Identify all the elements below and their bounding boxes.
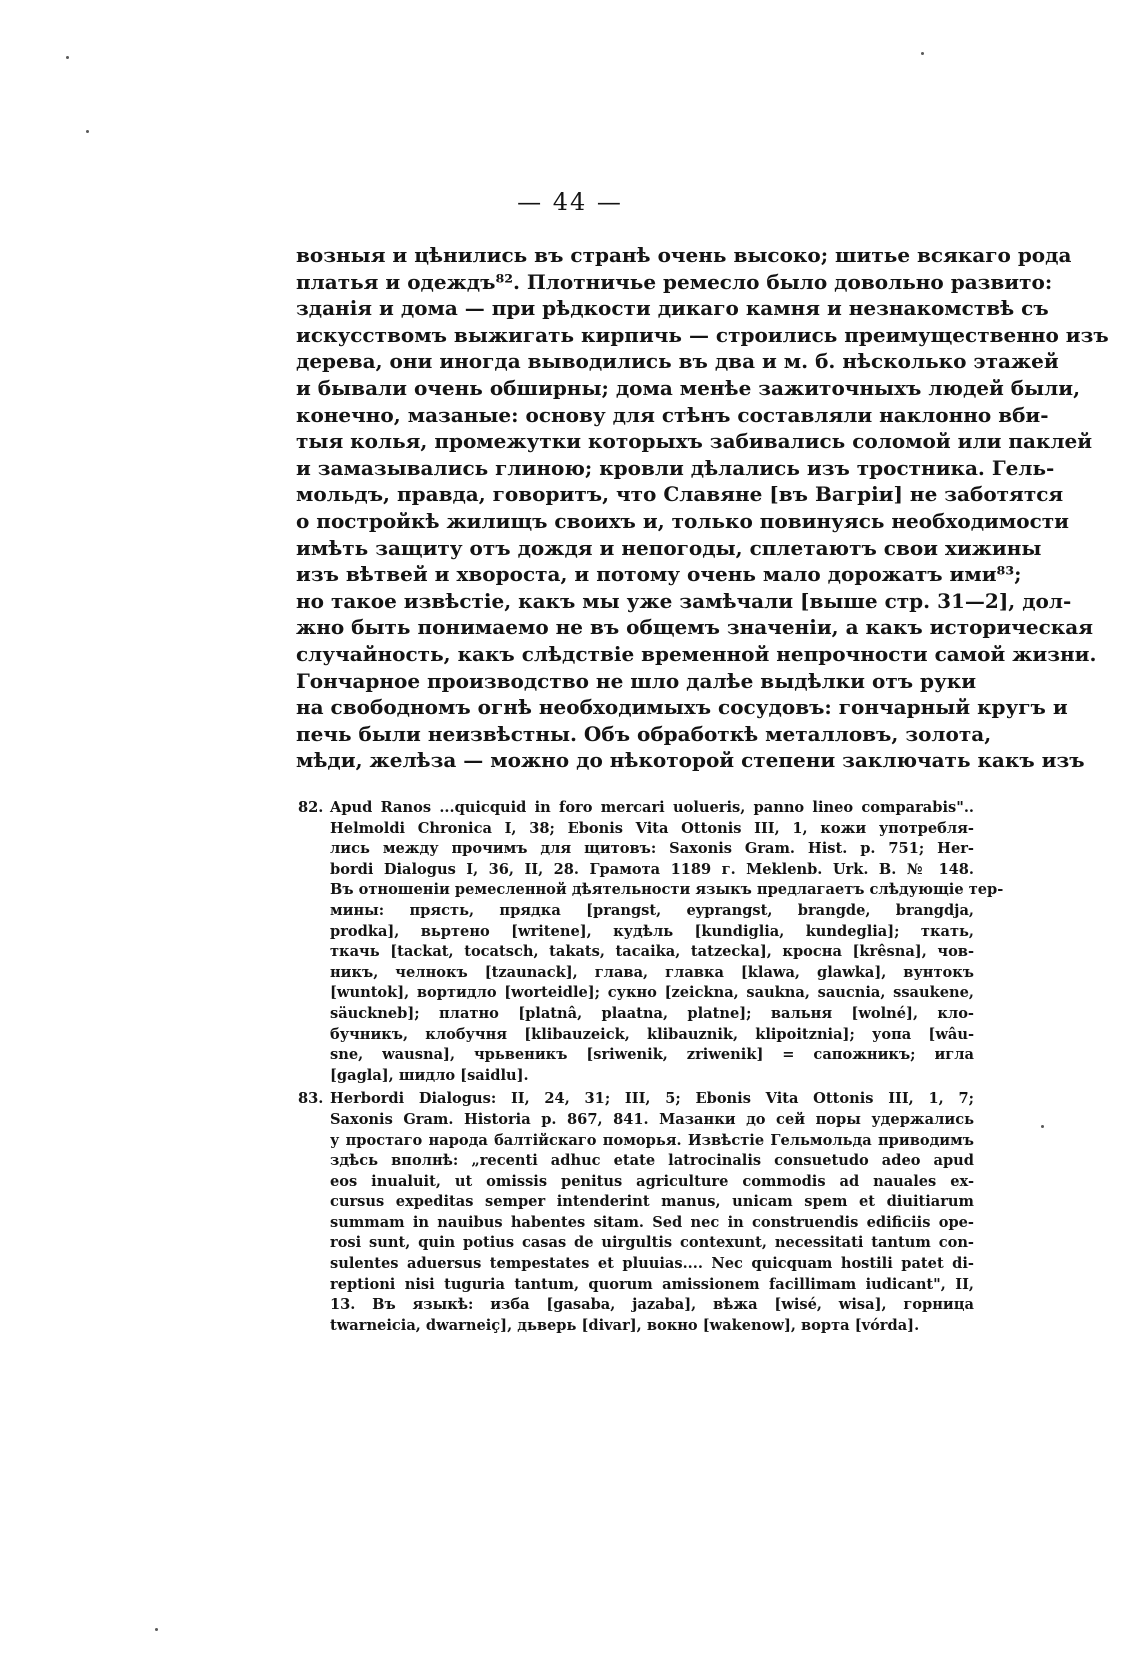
body-line: платья и одеждъ⁸². Плотничье ремесло было довольно развито:: [296, 269, 1053, 294]
footnote-line: reptioni nisi tuguria tantum, quorum amissionem facillimam iudicant", II,: [330, 1275, 974, 1293]
body-line: на свободномъ огнѣ необходимыхъ сосудовъ: гончарный кругъ и: [296, 695, 1068, 720]
body-line: конечно, мазаные: основу для стѣнъ составляли наклонно вби-: [296, 402, 1049, 427]
footnote-line: Въ отношеніи ремесленной дѣятельности языкъ предлагаетъ слѣдующіе тер-: [330, 881, 1004, 899]
footnote-line: [wuntok], вортидло [worteidle]; сукно [zeickna, saukna, saucnia, ssaukene,: [330, 984, 974, 1002]
footnote-line: никъ, челнокъ [tzaunack], глава, главка [klawa, glawka], вунтокъ: [330, 963, 974, 981]
footnote-line: sne, wausna], чрьвеникъ [sriwenik, zriwenik] = сапожникъ; игла: [330, 1046, 974, 1064]
scan-speck: [1041, 1125, 1044, 1128]
footnote-line: Apud Ranos ...quicquid in foro mercari uolueris, panno lineo comparabis"..: [330, 799, 974, 816]
footnote-line: prodka], вьртено [writene], кудѣль [kundiglia, kundeglia]; ткать,: [330, 922, 974, 940]
footnote-line: säuckneb]; платно [platnâ, plaatna, platne]; вальня [wolné], клo-: [330, 1004, 974, 1022]
footnote-line: eos inualuit, ut omissis penitus agriculture commodis ad nauales ex-: [330, 1172, 974, 1190]
footnote-line: здѣсь вполнѣ: „recenti adhuc etate latrocinalis consuetudo adeo apud: [330, 1152, 974, 1170]
footnotes: [298, 798, 1004, 1336]
footnote-line: бучникъ, клобучня [klibauzeick, klibauznik, klipoitznia]; уопа [wâu-: [330, 1025, 974, 1043]
body-line: изъ вѣтвей и хвороста, и потому очень мало дорожатъ ими⁸³;: [296, 562, 1022, 587]
body-line: и замазывались глиною; кровли дѣлались изъ тростника. Гель-: [296, 455, 1055, 480]
footnote: [298, 798, 1004, 1086]
body-line: Гончарное производство не шло далѣе выдѣлки отъ руки: [296, 668, 977, 693]
page-number: — 44 —: [517, 188, 623, 216]
body-line: случайность, какъ слѣдствіе временной непрочности самой жизни.: [296, 641, 1097, 666]
footnote-line: summam in nauibus habentes sitam. Sed nec in construendis edificiis ope-: [330, 1213, 974, 1231]
footnote: [298, 1089, 974, 1336]
body-line: искусствомъ выжигать кирпичь — строились преимущественно изъ: [296, 322, 1109, 347]
footnote-line: Saxonis Gram. Historia p. 867, 841. Мазанки до сей поры удержались: [330, 1110, 974, 1128]
scan-speck: [66, 56, 69, 59]
footnote-line: [gagla], шидло [saidlu].: [330, 1066, 529, 1084]
footnote-number: 82.: [298, 799, 324, 816]
body-line: тыя колья, промежутки которыхъ забивались соломой или паклей: [296, 429, 1093, 454]
footnote-line: мины: прясть, прядка [prangst, eyprangst, brangde, brangdja,: [330, 901, 974, 919]
footnote-line: rosi sunt, quin potius casas de uirgultis contexunt, necessitati tantum con-: [330, 1234, 974, 1252]
body-line: но такое извѣстіе, какъ мы уже замѣчали [выше стр. 31—2], дол-: [296, 588, 1072, 613]
footnote-line: ткачь [tackat, tocatsch, takats, tacaika, tatzecka], кросна [krêsna], чов-: [330, 943, 974, 961]
body-line: дерева, они иногда выводились въ два и м. б. нѣсколько этажей: [296, 349, 1059, 374]
footnote-line: лись между прочимъ для щитовъ: Saxonis Gram. Hist. p. 751; Her-: [330, 840, 974, 858]
body-line: и бывали очень обширны; дома менѣе зажиточныхъ людей были,: [296, 375, 1081, 400]
footnote-line: Herbordi Dialogus: II, 24, 31; III, 5; Ebonis Vita Ottonis III, 1, 7;: [330, 1090, 974, 1108]
footnote-line: 13. Въ языкѣ: изба [gasaba, jazaba], вѣжа [wisé, wisa], горница: [330, 1296, 974, 1314]
body-line: имѣть защиту отъ дождя и непогоды, сплетаютъ свои хижины: [296, 535, 1042, 560]
scan-speck: [921, 52, 924, 55]
body-line: о постройкѣ жилищъ своихъ и, только повинуясь необходимости: [296, 508, 1070, 533]
body-line: жно быть понимаемо не въ общемъ значеніи, а какъ историческая: [296, 615, 1093, 640]
body-line: зданія и дома — при рѣдкости дикаго камня и незнакомствѣ съ: [296, 296, 1049, 321]
footnote-line: twarneicia, dwarneiç], дьверь [divar], вокно [wakenow], ворта [vórda].: [330, 1316, 920, 1334]
body-line: мольдъ, правда, говоритъ, что Славяне [въ Вагріи] не заботятся: [296, 482, 1064, 507]
scan-speck: [86, 130, 89, 133]
footnote-line: Helmoldi Chronica I, 38; Ebonis Vita Ottonis III, 1, кожи употребля-: [330, 819, 974, 837]
body-line: печь были неизвѣстны. Объ обработкѣ металловъ, золота,: [296, 721, 992, 746]
footnote-line: cursus expeditas semper intenderint manus, unicam spem et diuitiarum: [330, 1193, 974, 1211]
body-text: [296, 242, 1109, 774]
footnote-line: sulentes aduersus tempestates et pluuias.... Nec quicquam hostili patet di-: [330, 1255, 974, 1273]
scan-speck: [155, 1628, 158, 1631]
footnote-number: 83.: [298, 1090, 324, 1108]
footnote-line: у простаго народа балтійскаго поморья. Извѣстіе Гельмольда приводимъ: [330, 1131, 974, 1149]
body-line: мѣди, желѣза — можно до нѣкоторой степени заключать какъ изъ: [296, 748, 1085, 773]
body-line: возныя и цѣнились въ странѣ очень высоко; шитье всякаго рода: [296, 243, 1072, 267]
footnote-line: bordi Dialogus I, 36, II, 28. Грамота 1189 г. Meklenb. Urk. B. № 148.: [330, 860, 974, 878]
